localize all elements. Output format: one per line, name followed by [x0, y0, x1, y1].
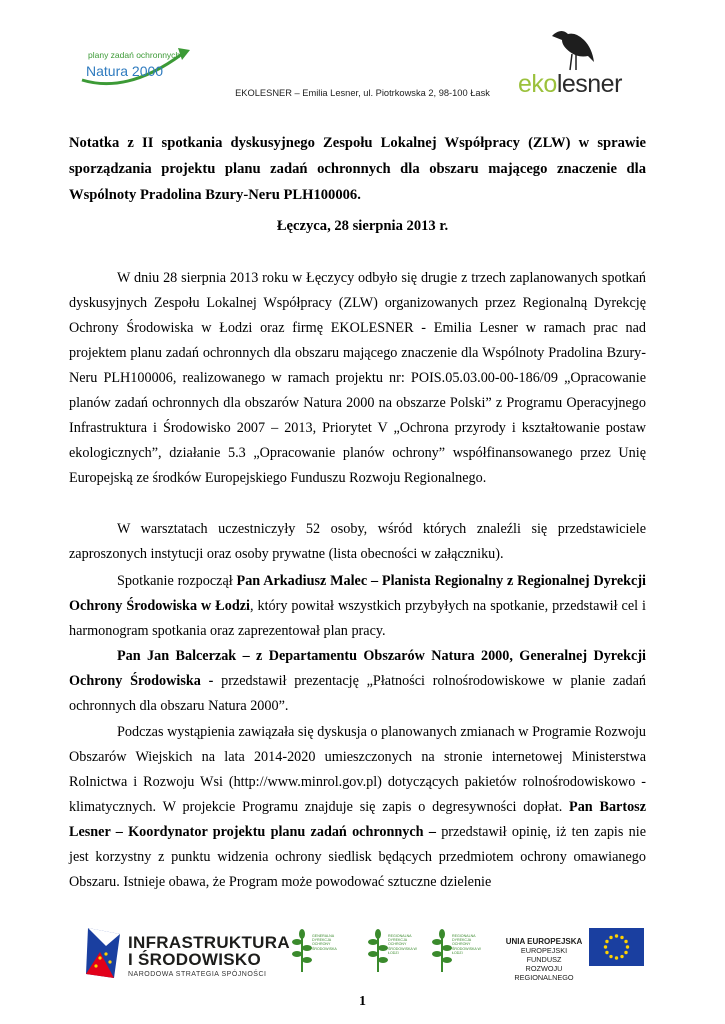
eu-star-icon [615, 956, 618, 959]
eko-word-part1: eko [518, 70, 557, 98]
eu-star-icon [620, 955, 623, 958]
leaf-icon [430, 928, 454, 974]
eu-star-icon [626, 945, 629, 948]
leaf-icon [290, 928, 314, 974]
page-number: 1 [359, 994, 366, 1009]
paragraph-participants: W warsztatach uczestniczyły 52 osoby, wśród których znaleźli się przedstawiciele zaproszonych instytucji oraz osoby prywatne (lista obecności w załączniku). [69, 521, 646, 562]
presentation-text: przedstawił prezentację „Płatności rolnośrodowiskowe w planie zadań ochronnych dla obszaru Natura 2000”. [69, 673, 646, 714]
natura-logo-line1: plany zadań ochronnych [88, 50, 181, 60]
eu-star-icon [605, 940, 608, 943]
eu-text [504, 937, 584, 982]
rdos-lodz-logo [430, 928, 482, 976]
eu-star-icon [604, 945, 607, 948]
paragraph-discussion [69, 720, 646, 895]
gdos-caption: GENERALNA DYREKCJA OCHRONY ŚRODOWISKA [312, 934, 337, 951]
eu-star-icon [624, 951, 627, 954]
eu-line2: EUROPEJSKI FUNDUSZ [520, 946, 568, 964]
place-date: Łęczyca, 28 sierpnia 2013 r. [276, 218, 449, 234]
presentation-speaker: Pan Jan Balcerzak – z Departamentu Obszarów Natura 2000, Generalnej Dyrekcji Ochrony Środowiska - [69, 648, 646, 689]
opening-text-a: Spotkanie rozpoczął [117, 573, 237, 589]
discussion-text-a: Podczas wystąpienia zawiązała się dyskusja o planowanych zmianach w Programie Rozwoju Obszarów Wiejskich na lata 2014-2020 umieszczonych na stronie internetowej Ministerstwa Rolnictwa i Rozwoju Wsi (http://www.minrol.gov.pl) dotyczących pakietów rolnośrodowiskowo - klimatycznych. W projekcie Programu znajduje się zapis o degresywności dopłat. [69, 724, 646, 815]
natura-2000-arrow-icon [78, 36, 198, 94]
eu-flag-icon [589, 928, 644, 966]
eu-star-icon [620, 936, 623, 939]
eu-line1: UNIA EUROPEJSKA [505, 937, 583, 946]
opening-text-c: , który powitał wszystkich przybyłych na spotkanie, przedstawił cel i harmonogram spotkania oraz zaprezentował plan pracy. [69, 598, 646, 639]
discussion-speaker: Pan Bartosz Lesner – Koordynator projektu planu zadań ochronnych – [69, 799, 646, 840]
eu-line3: ROZWOJU REGIONALNEGO [514, 964, 574, 982]
eu-star-icon [609, 936, 612, 939]
gdos-logo [290, 928, 342, 976]
document-title: Notatka z II spotkania dyskusyjnego Zespołu Lokalnej Współpracy (ZLW) w sprawie sporządzania projektu planu zadań ochronnych dla obszaru mającego znaczenie dla Wspólnoty Pradolina Bzury-Neru PLH100006. [69, 135, 646, 203]
infra-line3: NARODOWA STRATEGIA SPÓJNOŚCI [128, 971, 267, 978]
infra-line1: INFRASTRUKTURA [128, 933, 290, 952]
eu-star-icon [624, 940, 627, 943]
natura-logo-line2: Natura 2000 [86, 63, 164, 79]
infrastruktura-text [128, 934, 290, 978]
opening-speaker: Pan Arkadiusz Malec – Planista Regionalny z Regionalnej Dyrekcji Ochrony Środowiska w Łodzi [69, 573, 647, 614]
rdos-caption: REGIONALNA DYREKCJA OCHRONY ŚRODOWISKA W ŁODZI [388, 934, 417, 955]
discussion-text-c: przedstawił opinię, iż ten zapis nie jest korzystny z punktu widzenia ochrony siedlisk będących przedmiotem ochrony omawianego Obszaru. Istnieje obawa, że Program może powodować sztuczne dzielenie [69, 824, 646, 890]
eko-word-part2: lesner [556, 70, 622, 98]
leaf-icon [366, 928, 390, 974]
natura-2000-logo [78, 36, 198, 94]
paragraph-presentation [69, 644, 646, 719]
footer-logos [84, 924, 664, 986]
paragraph-opening [69, 569, 646, 644]
rdos-lodz-caption: REGIONALNA DYREKCJA OCHRONY ŚRODOWISKA W ŁODZI [452, 934, 481, 955]
bird-icon [548, 26, 596, 72]
header-address: EKOLESNER – Emilia Lesner, ul. Piotrkowska 2, 98-100 Łask [235, 88, 490, 98]
infrastruktura-flag-icon [84, 924, 124, 982]
rdos-logo [366, 928, 418, 976]
eu-star-icon [609, 955, 612, 958]
infra-line2: I ŚRODOWISKO [128, 950, 261, 969]
eu-star-icon [605, 951, 608, 954]
eu-star-icon [615, 934, 618, 937]
paragraph-intro: W dniu 28 sierpnia 2013 roku w Łęczycy odbyło się drugie z trzech zaplanowanych spotkań dyskusyjnych Zespołu Lokalnej Współpracy (ZLW) organizowanych przez Regionalną Dyrekcję Ochrony Środowiska w Łodzi oraz firmę EKOLESNER - Emilia Lesner w ramach prac nad projektem planu zadań ochronnych dla obszaru mającego znaczenie dla Wspólnoty Pradolina Bzury-Neru PLH100006, realizowanego w ramach projektu nr: POIS.05.03.00-00-186/09 „Opracowanie planów zadań ochronnych dla obszarów Natura 2000 na obszarze Polski” z Programu Operacyjnego Infrastruktura i Środowisko 2007 – 2013, Priorytet V „Ochrona przyrody i kształtowanie postaw ekologicznych”, działanie 5.3 „Opracowanie planów ochrony” współfinansowanego przez Unię Europejską ze środków Europejskiego Funduszu Rozwoju Regionalnego. [69, 270, 646, 486]
